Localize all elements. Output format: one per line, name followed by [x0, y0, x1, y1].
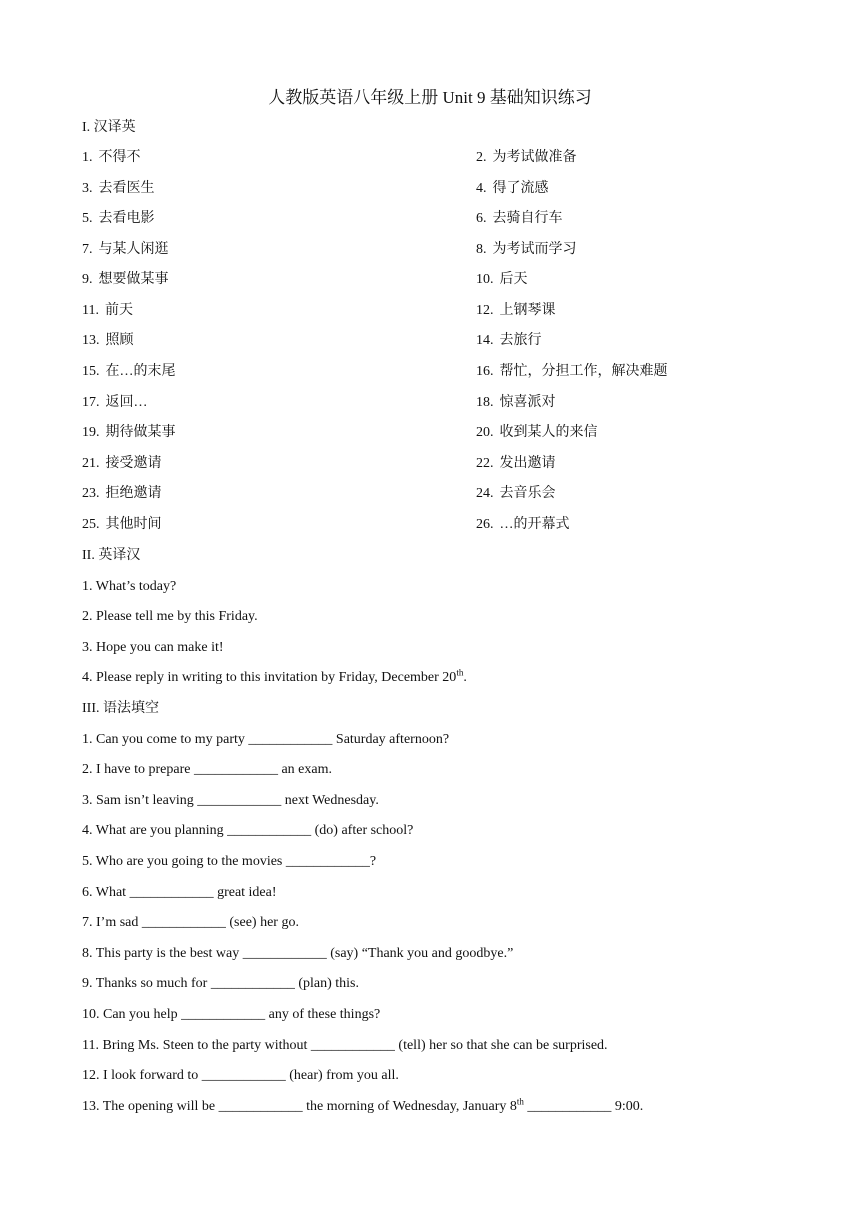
vocab-row — [82, 239, 782, 261]
vocab-row — [82, 361, 782, 383]
vocab-item: 10. 后天 — [476, 272, 528, 287]
fill-blank-item: 4. What are you planning ____________ (do) after school? — [82, 823, 414, 838]
vocab-row — [82, 514, 782, 536]
fill-blank-item: 8. This party is the best way ____________ (say) “Thank you and goodbye.” — [82, 946, 514, 961]
fill-blank-item: 7. I’m sad ____________ (see) her go. — [82, 915, 299, 930]
vocab-item: 21. 接受邀请 — [82, 456, 162, 471]
vocab-item: 12. 上钢琴课 — [476, 303, 556, 318]
vocab-row — [82, 483, 782, 505]
vocab-item: 4. 得了流感 — [476, 181, 549, 196]
vocab-row — [82, 208, 782, 230]
vocab-item: 13. 照顾 — [82, 333, 134, 348]
vocab-item: 16. 帮忙，分担工作，解决难题 — [476, 364, 668, 379]
vocab-row — [82, 178, 782, 200]
vocab-item: 25. 其他时间 — [82, 517, 162, 532]
vocab-item: 11. 前天 — [82, 303, 133, 318]
vocab-item: 8. 为考试而学习 — [476, 242, 577, 257]
fill-blank-item: 2. I have to prepare ____________ an exam. — [82, 762, 332, 777]
translation-item: 3. Hope you can make it! — [82, 640, 224, 655]
vocab-row — [82, 330, 782, 352]
vocab-item: 15. 在…的末尾 — [82, 364, 176, 379]
vocab-row — [82, 300, 782, 322]
vocab-item: 7. 与某人闲逛 — [82, 242, 169, 257]
translation-item: 2. Please tell me by this Friday. — [82, 609, 258, 624]
section-heading-en-to-cn: II. 英译汉 — [82, 548, 141, 563]
fill-blank-item: 9. Thanks so much for ____________ (plan) this. — [82, 976, 359, 991]
vocab-row — [82, 269, 782, 291]
fill-blank-item: 13. The opening will be ____________ the morning of Wednesday, January 8th ____________ 9:00. — [82, 1096, 644, 1114]
vocab-row — [82, 422, 782, 444]
vocab-item: 19. 期待做某事 — [82, 425, 176, 440]
page-title: 人教版英语八年级上册 Unit 9 基础知识练习 — [268, 88, 592, 107]
vocab-item: 5. 去看电影 — [82, 211, 155, 226]
vocab-item: 14. 去旅行 — [476, 333, 542, 348]
translation-item: 4. Please reply in writing to this invitation by Friday, December 20th. — [82, 667, 467, 685]
fill-blank-item: 6. What ____________ great idea! — [82, 885, 277, 900]
section-heading-grammar-fill: III. 语法填空 — [82, 701, 159, 716]
fill-blank-item: 11. Bring Ms. Steen to the party without ____________ (tell) her so that she can be surprised. — [82, 1038, 608, 1053]
vocab-item: 22. 发出邀请 — [476, 456, 556, 471]
vocab-item: 17. 返回… — [82, 395, 148, 410]
vocab-item: 6. 去骑自行车 — [476, 211, 563, 226]
vocab-row — [82, 392, 782, 414]
vocab-item: 2. 为考试做准备 — [476, 150, 577, 165]
vocab-item: 3. 去看医生 — [82, 181, 155, 196]
translation-item: 1. What’s today? — [82, 579, 177, 594]
vocab-item: 24. 去音乐会 — [476, 486, 556, 501]
vocab-row — [82, 147, 782, 169]
vocab-item: 9. 想要做某事 — [82, 272, 169, 287]
fill-blank-item: 5. Who are you going to the movies ____________? — [82, 854, 377, 869]
vocab-item: 26. …的开幕式 — [476, 517, 570, 532]
fill-blank-item: 1. Can you come to my party ____________ Saturday afternoon? — [82, 732, 450, 747]
fill-blank-item: 10. Can you help ____________ any of these things? — [82, 1007, 381, 1022]
vocab-row — [82, 453, 782, 475]
fill-blank-item: 12. I look forward to ____________ (hear) from you all. — [82, 1068, 399, 1083]
fill-blank-item: 3. Sam isn’t leaving ____________ next Wednesday. — [82, 793, 379, 808]
vocab-item: 23. 拒绝邀请 — [82, 486, 162, 501]
vocab-item: 1. 不得不 — [82, 150, 141, 165]
section-heading-cn-to-en: I. 汉译英 — [82, 120, 136, 135]
vocab-item: 18. 惊喜派对 — [476, 395, 556, 410]
vocab-item: 20. 收到某人的来信 — [476, 425, 598, 440]
